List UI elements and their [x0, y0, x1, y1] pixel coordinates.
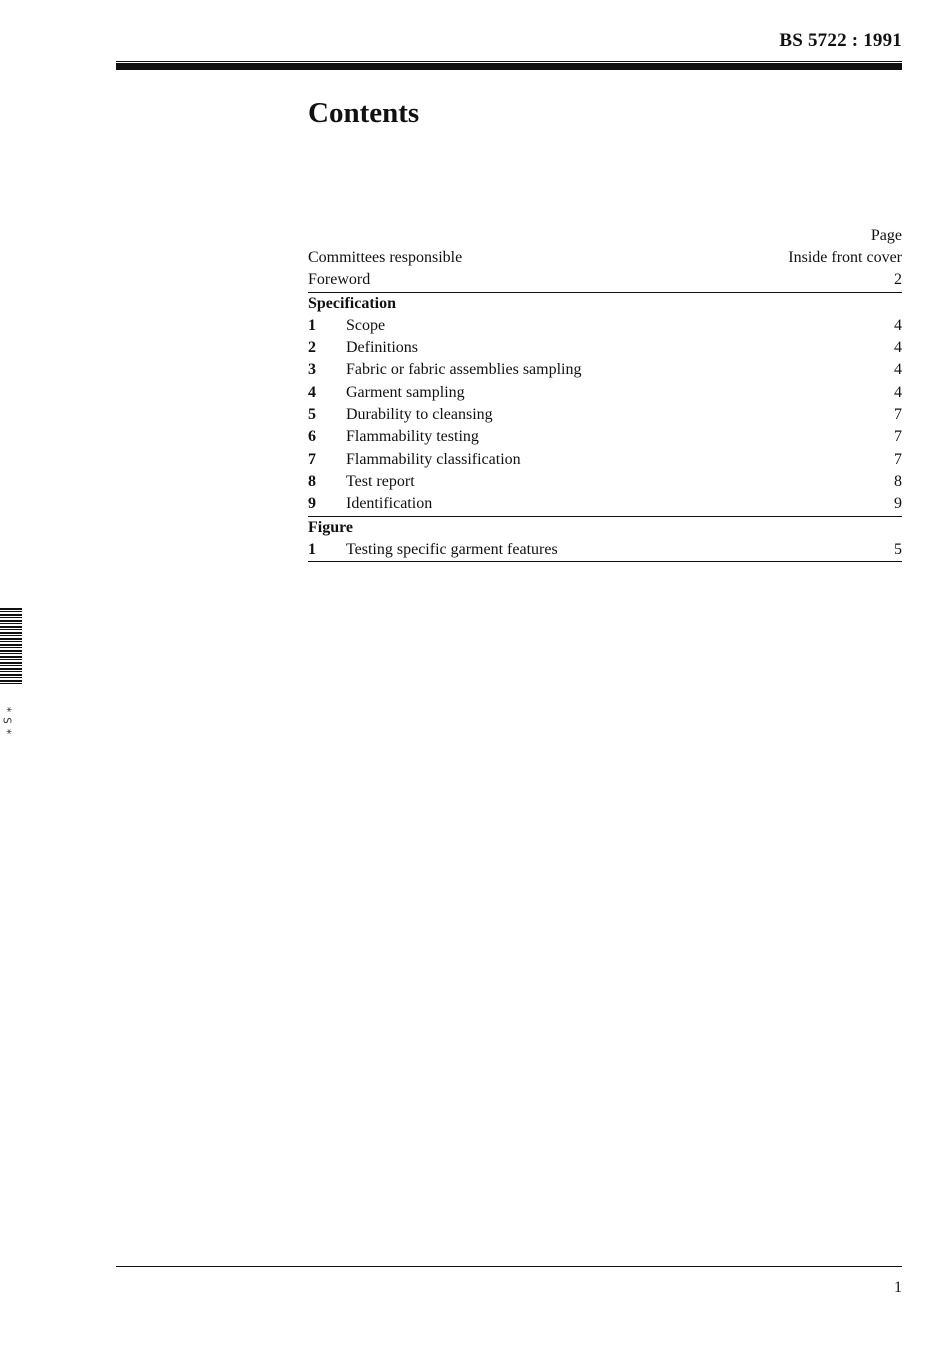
toc-entry-page: 7: [894, 450, 902, 468]
toc-entry-page: 4: [894, 316, 902, 334]
toc-entry-page: 4: [894, 383, 902, 401]
header-thin-rule: [116, 61, 902, 62]
toc-entry-number: 4: [308, 383, 316, 401]
toc-entry-committees: [308, 247, 902, 269]
toc-entry-label: Flammability classification: [346, 450, 521, 468]
toc-entry-label: Fabric or fabric assemblies sampling: [346, 361, 582, 379]
toc-entry-label: Definitions: [346, 339, 418, 357]
toc-entry-page: Inside front cover: [788, 249, 902, 266]
toc-entry-page: 7: [894, 428, 902, 446]
toc-end-rule: [308, 561, 902, 562]
page-number: 1: [894, 1279, 902, 1296]
toc-entry-page: 4: [894, 339, 902, 357]
page-title: Contents: [308, 97, 420, 129]
toc-entry-label: Identification: [346, 495, 433, 513]
toc-entry-foreword: [308, 269, 902, 291]
toc-entry-number: 3: [308, 361, 316, 379]
toc-entry-page: 5: [894, 540, 902, 558]
toc-entry-fabric-sampling: [308, 359, 902, 381]
toc-entry-number: 7: [308, 450, 316, 468]
side-mark-char: *: [0, 706, 14, 713]
toc-entry-label: Test report: [346, 472, 415, 490]
toc-entry-scope: [308, 315, 902, 337]
toc-entry-test-report: [308, 471, 902, 493]
toc-entry-page: 9: [894, 495, 902, 513]
toc-entry-label: Committees responsible: [308, 249, 463, 266]
toc-entry-page: 4: [894, 361, 902, 379]
toc-entry-label: Foreword: [308, 271, 371, 289]
toc-entry-figure-1: [308, 539, 902, 561]
table-of-contents: [308, 225, 902, 562]
toc-entry-number: 8: [308, 472, 316, 490]
section-heading-figure: Figure: [308, 518, 354, 536]
side-mark: [0, 704, 14, 737]
toc-entry-identification: [308, 493, 902, 515]
toc-entry-flammability-classification: [308, 449, 902, 471]
toc-entry-page: 7: [894, 406, 902, 424]
toc-entry-durability: [308, 404, 902, 426]
toc-entry-number: 6: [308, 428, 316, 446]
toc-entry-number: 1: [308, 540, 316, 558]
barcode-mark: [0, 608, 22, 686]
page-column-label: Page: [870, 227, 902, 244]
toc-entry-flammability-testing: [308, 426, 902, 448]
toc-entry-number: 2: [308, 339, 316, 357]
toc-entry-label: Scope: [346, 316, 386, 334]
side-mark-char: S: [0, 717, 14, 724]
toc-entry-page: 8: [894, 472, 902, 490]
toc-entry-number: 5: [308, 406, 316, 424]
toc-entry-label: Testing specific garment features: [346, 540, 558, 558]
toc-entry-label: Garment sampling: [346, 383, 465, 401]
toc-entry-garment-sampling: [308, 382, 902, 404]
footer-rule: [116, 1266, 902, 1267]
toc-entry-definitions: [308, 337, 902, 359]
header-thick-rule: [116, 63, 902, 70]
toc-entry-number: 1: [308, 316, 316, 334]
side-mark-char: *: [0, 728, 14, 735]
section-heading-specification: Specification: [308, 294, 396, 312]
document-code: BS 5722 : 1991: [779, 30, 902, 51]
toc-entry-label: Durability to cleansing: [346, 406, 493, 424]
toc-entry-number: 9: [308, 495, 316, 513]
toc-entry-page: 2: [894, 271, 902, 289]
toc-entry-label: Flammability testing: [346, 428, 479, 446]
